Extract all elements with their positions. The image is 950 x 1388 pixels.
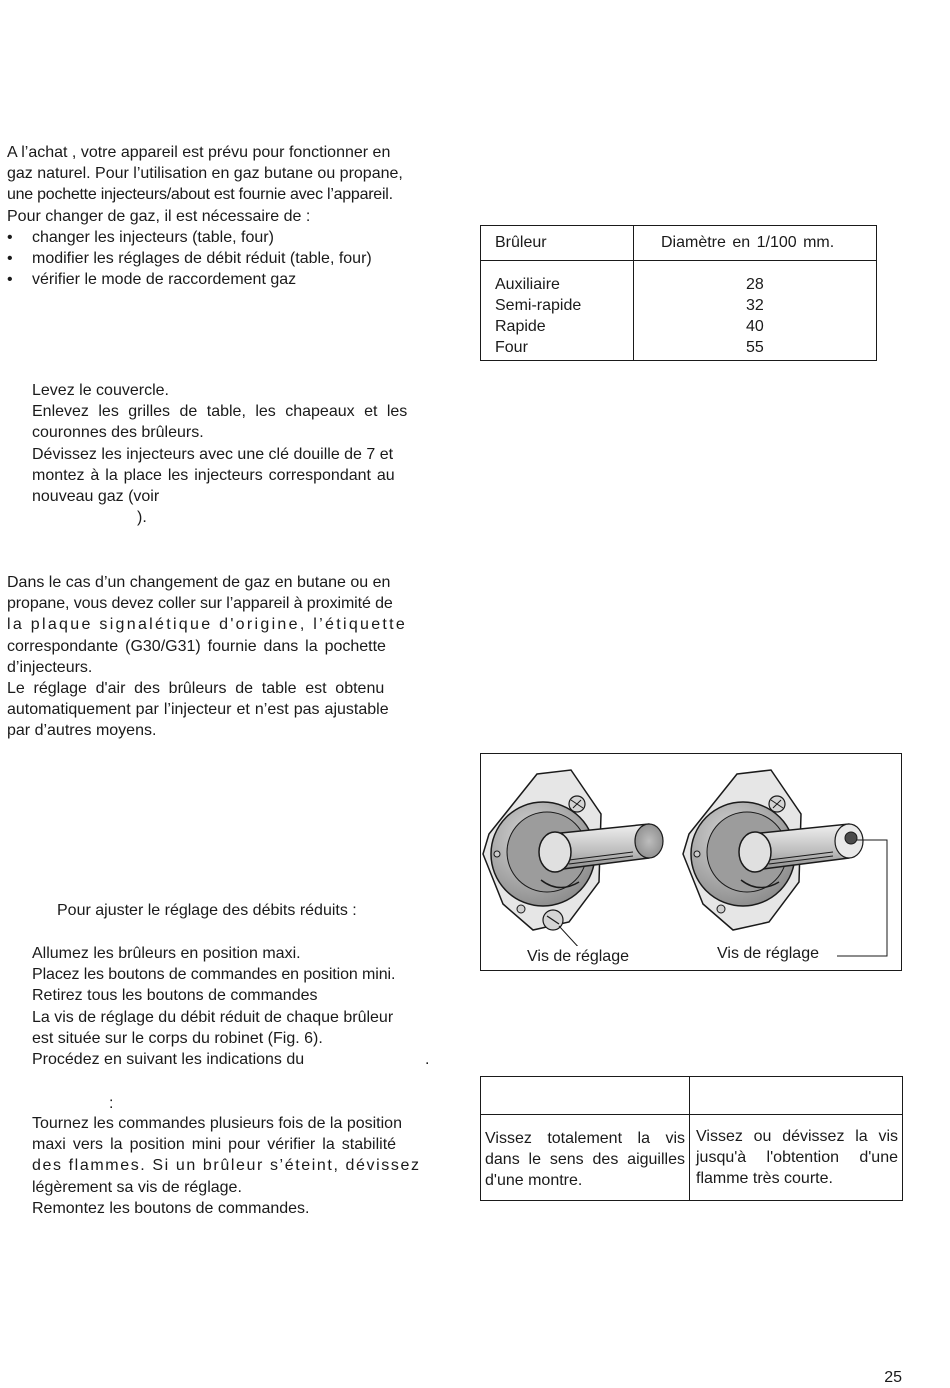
burner-name: Rapide: [495, 318, 546, 335]
paragraph-line: la plaque signalétique d'origine, l’étiquette: [7, 616, 408, 634]
paragraph-line: correspondante (G30/G31) fournie dans la pochette: [7, 637, 386, 655]
left-valve: [483, 770, 663, 950]
list-item: [0, 269, 440, 290]
paragraph-line: propane, vous devez coller sur l’appareil à proximité de: [7, 595, 393, 613]
table-header-rule: [481, 260, 877, 261]
table-header-burner: Brûleur: [495, 234, 547, 251]
step-line: des flammes. Si un brûleur s’éteint, dévissez: [32, 1157, 421, 1175]
paragraph-line: automatiquement par l’injecteur et n’est pas ajustable: [7, 701, 389, 719]
step-line: Tournez les commandes plusieurs fois de la position: [32, 1115, 402, 1132]
burner-diameter: 28: [746, 276, 764, 293]
intro-paragraph: [7, 142, 429, 227]
burner-diameter: 40: [746, 318, 764, 335]
paragraph-line: d’injecteurs.: [7, 658, 93, 676]
reduced-flow-intro: Pour ajuster le réglage des débits réduits :: [57, 902, 357, 919]
list-item-text: modifier les réglages de débit réduit (table, four): [32, 250, 372, 267]
table-row: [481, 337, 877, 358]
step-line: Procédez en suivant les indications du: [32, 1051, 305, 1069]
table-row: [481, 316, 877, 337]
step-line: Levez le couvercle.: [32, 382, 169, 399]
intro-line: une pochette injecteurs/about est fournie avec l’appareil.: [7, 186, 393, 204]
intro-line: Pour changer de gaz, il est nécessaire de :: [7, 207, 311, 225]
bullet-icon: •: [7, 271, 13, 288]
right-valve: [683, 770, 887, 956]
valve-figure: [480, 753, 902, 971]
label-paragraph: [7, 572, 429, 742]
adjust-col1-text: Vissez totalement la vis dans le sens des aiguilles d'une montre.: [485, 1130, 685, 1190]
step-line: montez à la place les injecteurs correspondant au: [32, 466, 395, 484]
step-line: ).: [137, 509, 147, 527]
page-number: 25: [884, 1369, 902, 1386]
step-line: Retirez tous les boutons de commandes: [32, 987, 318, 1005]
list-item-text: changer les injecteurs (table, four): [32, 229, 274, 246]
step-line: Dévissez les injecteurs avec une clé douille de 7 et: [32, 445, 394, 463]
paragraph-line: par d’autres moyens.: [7, 722, 157, 740]
burner-name: Auxiliaire: [495, 276, 560, 293]
step-line: couronnes des brûleurs.: [32, 424, 204, 442]
adjust-col2-text: Vissez ou dévissez la vis jusqu'à l'obtention d'une flamme très courte.: [696, 1128, 898, 1188]
intro-line: A l’achat , votre appareil est prévu pour fonctionner en: [7, 144, 391, 161]
list-item: [0, 248, 440, 269]
change-list: [0, 227, 440, 291]
figure-label-right: Vis de réglage: [717, 943, 823, 964]
step-line: nouveau gaz (voir: [32, 488, 160, 506]
valve-illustration: [481, 754, 901, 970]
paragraph-line: Dans le cas d’un changement de gaz en butane ou en: [7, 574, 391, 591]
paragraph-line: Le réglage d'air des brûleurs de table est obtenu: [7, 680, 385, 698]
step-line: Allumez les brûleurs en position maxi.: [32, 945, 301, 962]
table-header-diameter: Diamètre en 1/100 mm.: [661, 234, 835, 251]
step-line-end: .: [425, 1051, 430, 1069]
step-line: maxi vers la position mini pour vérifier la stabilité: [32, 1136, 397, 1154]
step-line: Remontez les boutons de commandes.: [32, 1199, 310, 1217]
step-line: légèrement sa vis de réglage.: [32, 1178, 242, 1196]
step-line: Enlevez les grilles de table, les chapeaux et les: [32, 403, 408, 421]
reduced-flow-steps: [32, 943, 429, 1070]
list-item: [0, 227, 440, 248]
injector-table: [480, 225, 877, 361]
adjust-table: [480, 1076, 903, 1201]
bullet-icon: •: [7, 229, 13, 246]
burner-name: Four: [495, 339, 528, 356]
bullet-icon: •: [7, 250, 13, 267]
burner-name: Semi-rapide: [495, 297, 582, 314]
list-item-text: vérifier le mode de raccordement gaz: [32, 271, 297, 288]
intro-line: gaz naturel. Pour l’utilisation en gaz butane ou propane,: [7, 165, 403, 183]
final-steps: [32, 1113, 429, 1219]
burner-diameter: 32: [746, 297, 764, 314]
colon-marker: :: [109, 1095, 114, 1112]
burner-diameter: 55: [746, 339, 764, 356]
step-line: Placez les boutons de commandes en position mini.: [32, 966, 396, 984]
injector-steps: [32, 380, 429, 528]
table-divider: [689, 1077, 690, 1201]
step-line: est située sur le corps du robinet (Fig. 6).: [32, 1029, 323, 1047]
step-line: La vis de réglage du débit réduit de chaque brûleur: [32, 1008, 394, 1026]
figure-label-left: Vis de réglage: [527, 946, 629, 967]
table-row: [481, 295, 877, 316]
table-header-rule: [481, 1114, 903, 1115]
table-row: [481, 274, 877, 295]
